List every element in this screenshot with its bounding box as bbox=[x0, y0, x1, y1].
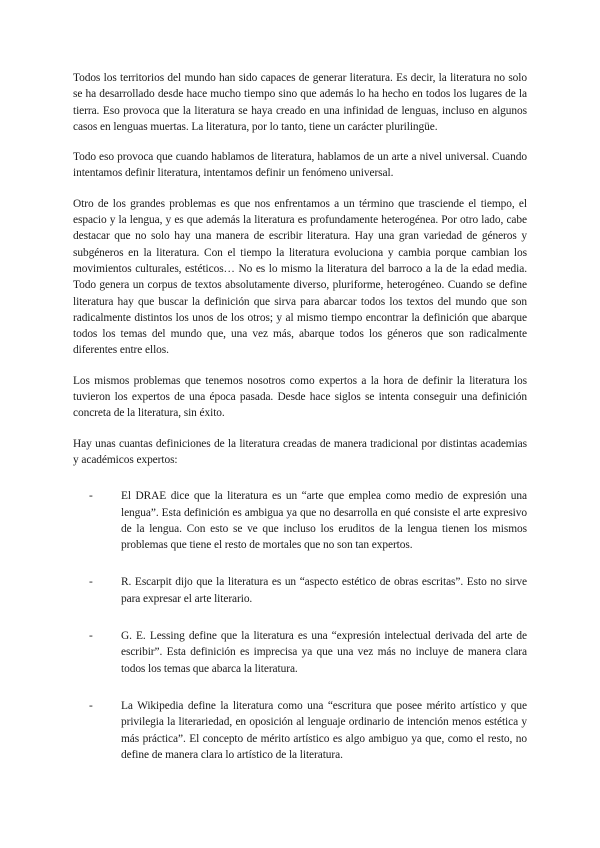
paragraph-universal: Todo eso provoca que cuando hablamos de literatura, hablamos de un arte a nivel universal. Cuando intentamos definir literatura, intentamos definir un fenómeno universal. bbox=[73, 151, 527, 180]
list-item bbox=[73, 628, 527, 677]
list-item bbox=[73, 488, 527, 553]
paragraph-definitions-intro: Hay unas cuantas definiciones de la literatura creadas de manera tradicional por distintas academias y académicos expertos: bbox=[73, 437, 527, 466]
list-item bbox=[73, 698, 527, 763]
list-item bbox=[73, 574, 527, 607]
list-marker: - bbox=[89, 630, 93, 643]
definitions-list bbox=[73, 488, 527, 763]
list-marker: - bbox=[89, 490, 93, 503]
list-item-lessing: G. E. Lessing define que la literatura es una “expresión intelectual derivada del arte de escribir”. Esta definición es imprecisa ya que una vez más no incluye de manera clara todos los temas que abarca la literatura. bbox=[121, 630, 527, 675]
list-item-drae: El DRAE dice que la literatura es un “arte que emplea como medio de expresión una lengua”. Esta definición es ambigua ya que no desarrolla en qué consiste el arte expresivo de la lengua. Con esto se ve que incluso los eruditos de la lengua tienen los mismos problemas que tiene el resto de mortales que no son tan expertos. bbox=[121, 490, 527, 552]
list-item-wikipedia: La Wikipedia define la literatura como una “escritura que posee mérito artístico y que privilegia la literariedad, en oposición al lenguaje ordinario de intención menos estética y más práctica”. El concepto de mérito artístico es algo ambiguo ya que, como el resto, no define de manera clara lo artístico de la literatura. bbox=[121, 699, 527, 761]
paragraph-past-experts: Los mismos problemas que tenemos nosotros como expertos a la hora de definir la literatura los tuvieron los expertos de una época pasada. Desde hace siglos se intenta conseguir una definición concreta de la literatura, sin éxito. bbox=[73, 374, 527, 420]
paragraph-plurilingual: Todos los territorios del mundo han sido capaces de generar literatura. Es decir, la literatura no solo se ha desarrollado desde hace mucho tiempo sino que además lo ha hecho en todos los lugares de la tierra. Eso provoca que la literatura se haya creado en una infinidad de lenguas, incluso en algunos casos en lenguas muertas. La literatura, por lo tanto, tiene un carácter plurilingüe. bbox=[73, 72, 527, 133]
list-marker: - bbox=[89, 576, 93, 589]
list-marker: - bbox=[89, 699, 93, 712]
paragraph-heterogeneity: Otro de los grandes problemas es que nos enfrentamos a un término que trasciende el tiempo, el espacio y la lengua, y es que además la literatura es profundamente heterogénea. Por otro lado, cabe destacar que no solo hay una manera de escribir literatura. Hay una gran variedad de géneros y subgéneros en la literatura. Con el tiempo la literatura evoluciona y cambia porque cambian los movimientos culturales, estéticos… No es lo mismo la literatura del barroco a la de la edad media. Todo genera un corpus de textos absolutamente diverso, pluriforme, heterogéneo. Cuando se define literatura hay que buscar la definición que sirva para abarcar todos los textos del mundo que son radicalmente distintos los unos de los otros; y al mismo tiempo encontrar la definición que abarque todos los temas del mundo que, una vez más, abarque todos los géneros que son radicalmente diferentes entre ellos. bbox=[73, 197, 527, 357]
list-item-escarpit: R. Escarpit dijo que la literatura es un “aspecto estético de obras escritas”. Esto no sirve para expresar el arte literario. bbox=[121, 576, 527, 605]
